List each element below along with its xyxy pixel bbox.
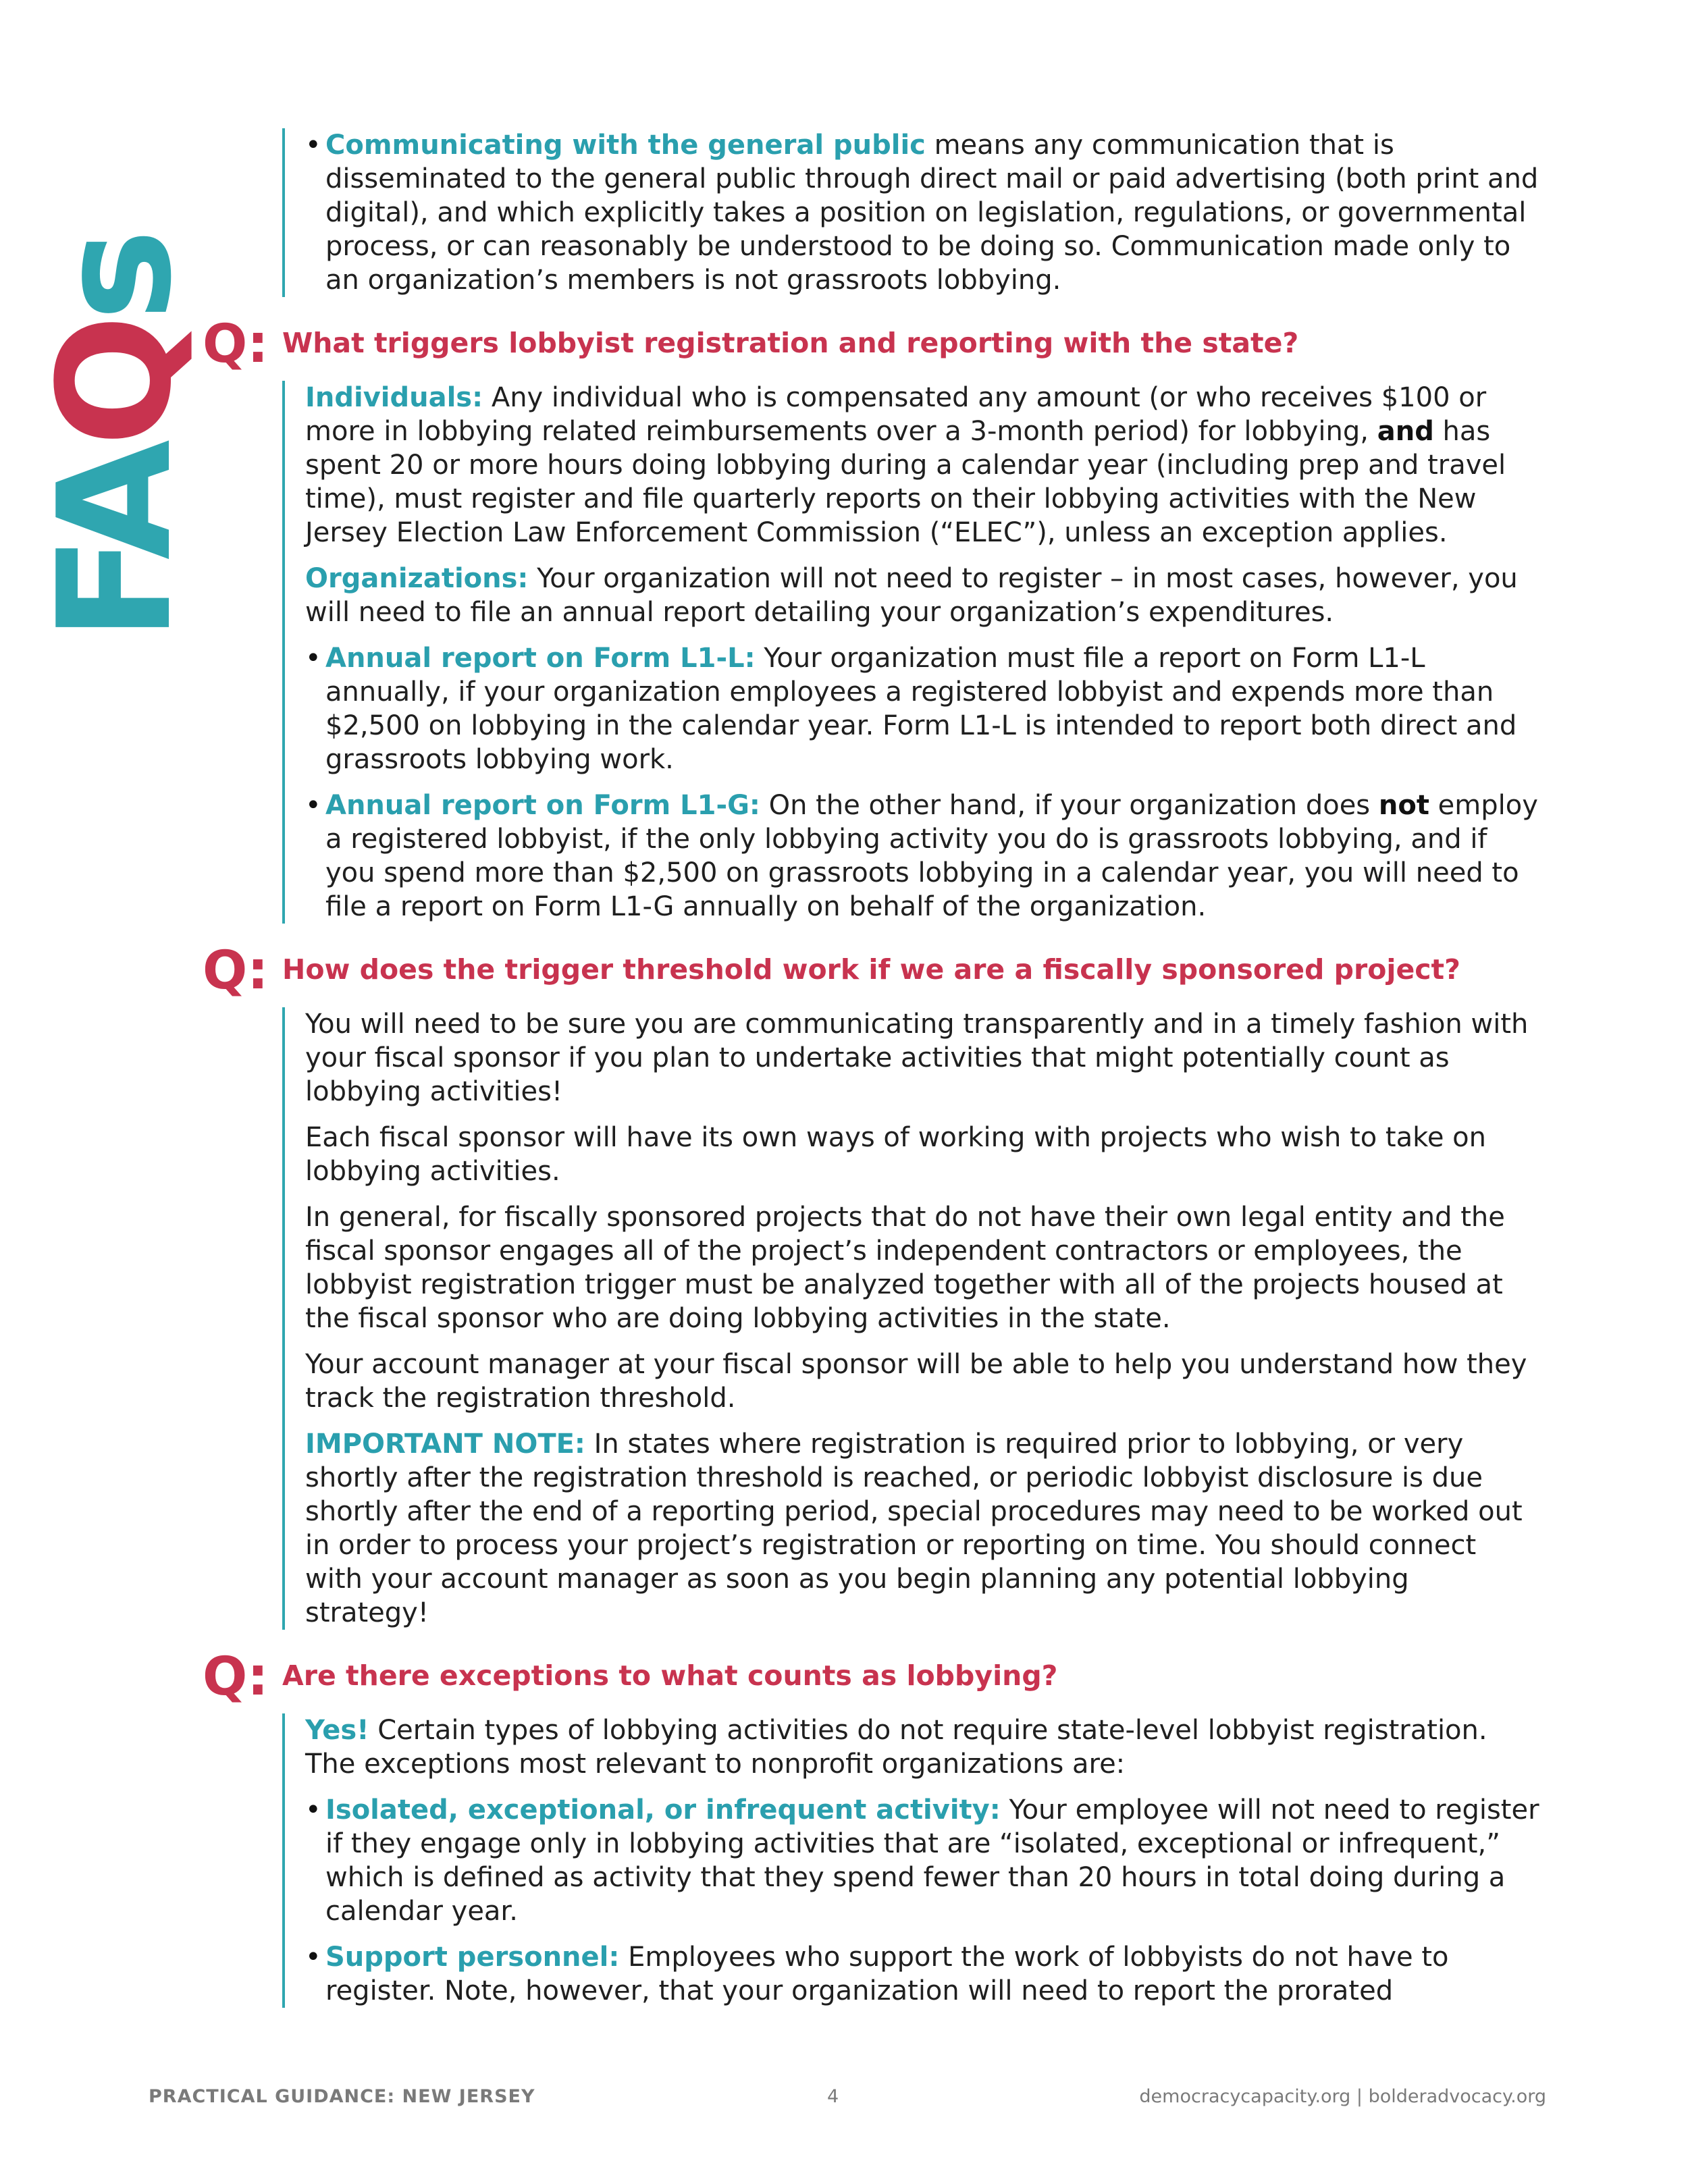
faqs-logo-letter: A	[26, 446, 206, 560]
page-footer	[149, 2086, 1546, 2113]
faqs-logo-letter: s	[26, 235, 206, 321]
question-heading: How does the trigger threshold work if we are a fiscally sponsored project?	[282, 953, 1460, 986]
bullet-icon: •	[305, 1942, 321, 1973]
footer-title: PRACTICAL GUIDANCE: NEW JERSEY	[149, 2086, 535, 2107]
paragraph-text: Your organization will not need to register – in most cases, however, you will need to file an annual report detailing your organization’s expenditures.	[305, 563, 1518, 628]
list-item	[305, 1793, 1539, 1928]
answer-paragraph	[305, 381, 1539, 550]
answer-paragraph: You will need to be sure you are communicating transparently and in a timely fashion with your fiscal sponsor if you plan to undertake activities that might potentially count as lobbying activities!	[305, 1009, 1529, 1107]
answer-paragraph	[305, 1427, 1539, 1630]
bullet-text: Employees who support the work of lobbyists do not have to register. Note, however, that your organization will need to report the prorated	[325, 1942, 1449, 2006]
paragraph-text: In states where registration is required prior to lobbying, or very shortly after the registration threshold is reached, or periodic lobbyist disclosure is due shortly after the end of a reporting period, special procedures may need to be worked out in order to process your project’s registration or reporting on time. You should connect with your account manager as soon as you begin planning any potential lobbying strategy!	[305, 1429, 1523, 1628]
bullet-text: employ a registered lobbyist, if the only lobbying activity you do is grassroots lobbying, and if you spend more than $2,500 on grassroots lobbying in a calendar year, you will need to file a report on Form L1-G annually on behalf of the organization.	[325, 790, 1538, 922]
paragraph-lead: Organizations:	[305, 563, 529, 594]
bullet-text: Your organization must file a report on Form L1-L annually, if your organization employees a registered lobbyist and expends more than $2,500 on lobbying in the calendar year. Form L1-L is intended to report both direct and grassroots lobbying work.	[325, 643, 1517, 775]
bullet-lead: Annual report on Form L1-G:	[325, 790, 760, 821]
q-mark-icon	[203, 1647, 269, 1707]
answer-paragraph	[305, 1713, 1539, 1781]
faqs-logo-q: Q	[26, 321, 206, 447]
page-number: 4	[827, 2086, 839, 2107]
q-mark-icon	[203, 940, 269, 1001]
paragraph-text: Certain types of lobbying activities do not require state-level lobbyist registration. The exceptions most relevant to nonprofit organizations are:	[305, 1715, 1487, 1780]
bullet-icon: •	[305, 790, 321, 821]
top-bullet-block	[282, 128, 1539, 297]
bullet-list	[305, 641, 1539, 924]
bullet-text: means any communication that is disseminated to the general public through direct mail or paid advertising (both print and digital), and which explicitly takes a position on legislation, regulations, or governmental process, or can reasonably be understood to be doing so. Communication made only to an organization’s members is not grassroots lobbying.	[325, 130, 1539, 296]
question-heading: What triggers lobbyist registration and reporting with the state?	[282, 327, 1299, 359]
bullet-lead: Annual report on Form L1-L:	[325, 643, 756, 674]
paragraph-lead: Yes!	[305, 1715, 369, 1746]
paragraph-lead: Individuals:	[305, 382, 483, 413]
answer-block	[282, 1713, 1539, 2008]
bullet-list	[305, 1793, 1539, 2008]
paragraph-text: has spent 20 or more hours doing lobbying during a calendar year (including prep and travel time), must register and file quarterly reports on their lobbying activities with the New Jersey Election Law Enforcement Commission (“ELEC”), unless an exception applies.	[305, 416, 1506, 548]
q-mark-icon	[203, 314, 269, 375]
answer-paragraph: Each fiscal sponsor will have its own ways of working with projects who wish to take on lobbying activities.	[305, 1122, 1486, 1187]
answer-block	[282, 1007, 1539, 1630]
answer-paragraph: Your account manager at your fiscal sponsor will be able to help you understand how they track the registration threshold.	[305, 1349, 1527, 1414]
q-prefix: Q:	[203, 940, 269, 1001]
bullet-icon: •	[305, 643, 321, 674]
bullet-icon: •	[305, 130, 321, 161]
q-prefix: Q:	[203, 314, 269, 375]
list-item	[305, 641, 1539, 776]
question-row	[203, 1647, 1539, 1707]
paragraph-text: Any individual who is compensated any amount (or who receives $100 or more in lobbying related reimbursements over a 3-month period) for lobbying,	[305, 382, 1487, 447]
paragraph-lead: IMPORTANT NOTE:	[305, 1429, 585, 1460]
answer-block	[282, 381, 1539, 924]
list-item	[305, 128, 1539, 297]
emphasis-text: not	[1378, 790, 1429, 821]
emphasis-text: and	[1377, 416, 1434, 447]
list-item	[305, 789, 1539, 924]
footer-links[interactable]: democracycapacity.org | bolderadvocacy.org	[1139, 2086, 1546, 2107]
top-bullet-list	[305, 128, 1539, 297]
answer-paragraph	[305, 562, 1539, 629]
main-content	[203, 128, 1539, 2020]
bullet-text: Your employee will not need to register if they engage only in lobbying activities that are “isolated, exceptional or infrequent,” which is defined as activity that they spend fewer than 20 hours in total doing during a calendar year.	[325, 1794, 1539, 1927]
question-heading: Are there exceptions to what counts as lobbying?	[282, 1659, 1058, 1692]
faqs-logo-letter: F	[26, 560, 206, 641]
bullet-icon: •	[305, 1794, 321, 1826]
faqs-logo-text	[26, 236, 206, 641]
list-item	[305, 1940, 1539, 2008]
answer-paragraph: In general, for fiscally sponsored projects that do not have their own legal entity and the fiscal sponsor engages all of the project’s independent contractors or employees, the lobbyist registration trigger must be analyzed together with all of the projects housed at the fiscal sponsor who are doing lobbying activities in the state.	[305, 1202, 1505, 1334]
faqs-logo	[26, 169, 206, 641]
q-prefix: Q:	[203, 1647, 269, 1707]
question-row	[203, 314, 1539, 375]
bullet-lead: Communicating with the general public	[325, 130, 926, 161]
question-row	[203, 940, 1539, 1001]
bullet-lead: Isolated, exceptional, or infrequent activity:	[325, 1794, 1001, 1826]
bullet-text: On the other hand, if your organization does	[760, 790, 1379, 821]
bullet-lead: Support personnel:	[325, 1942, 620, 1973]
